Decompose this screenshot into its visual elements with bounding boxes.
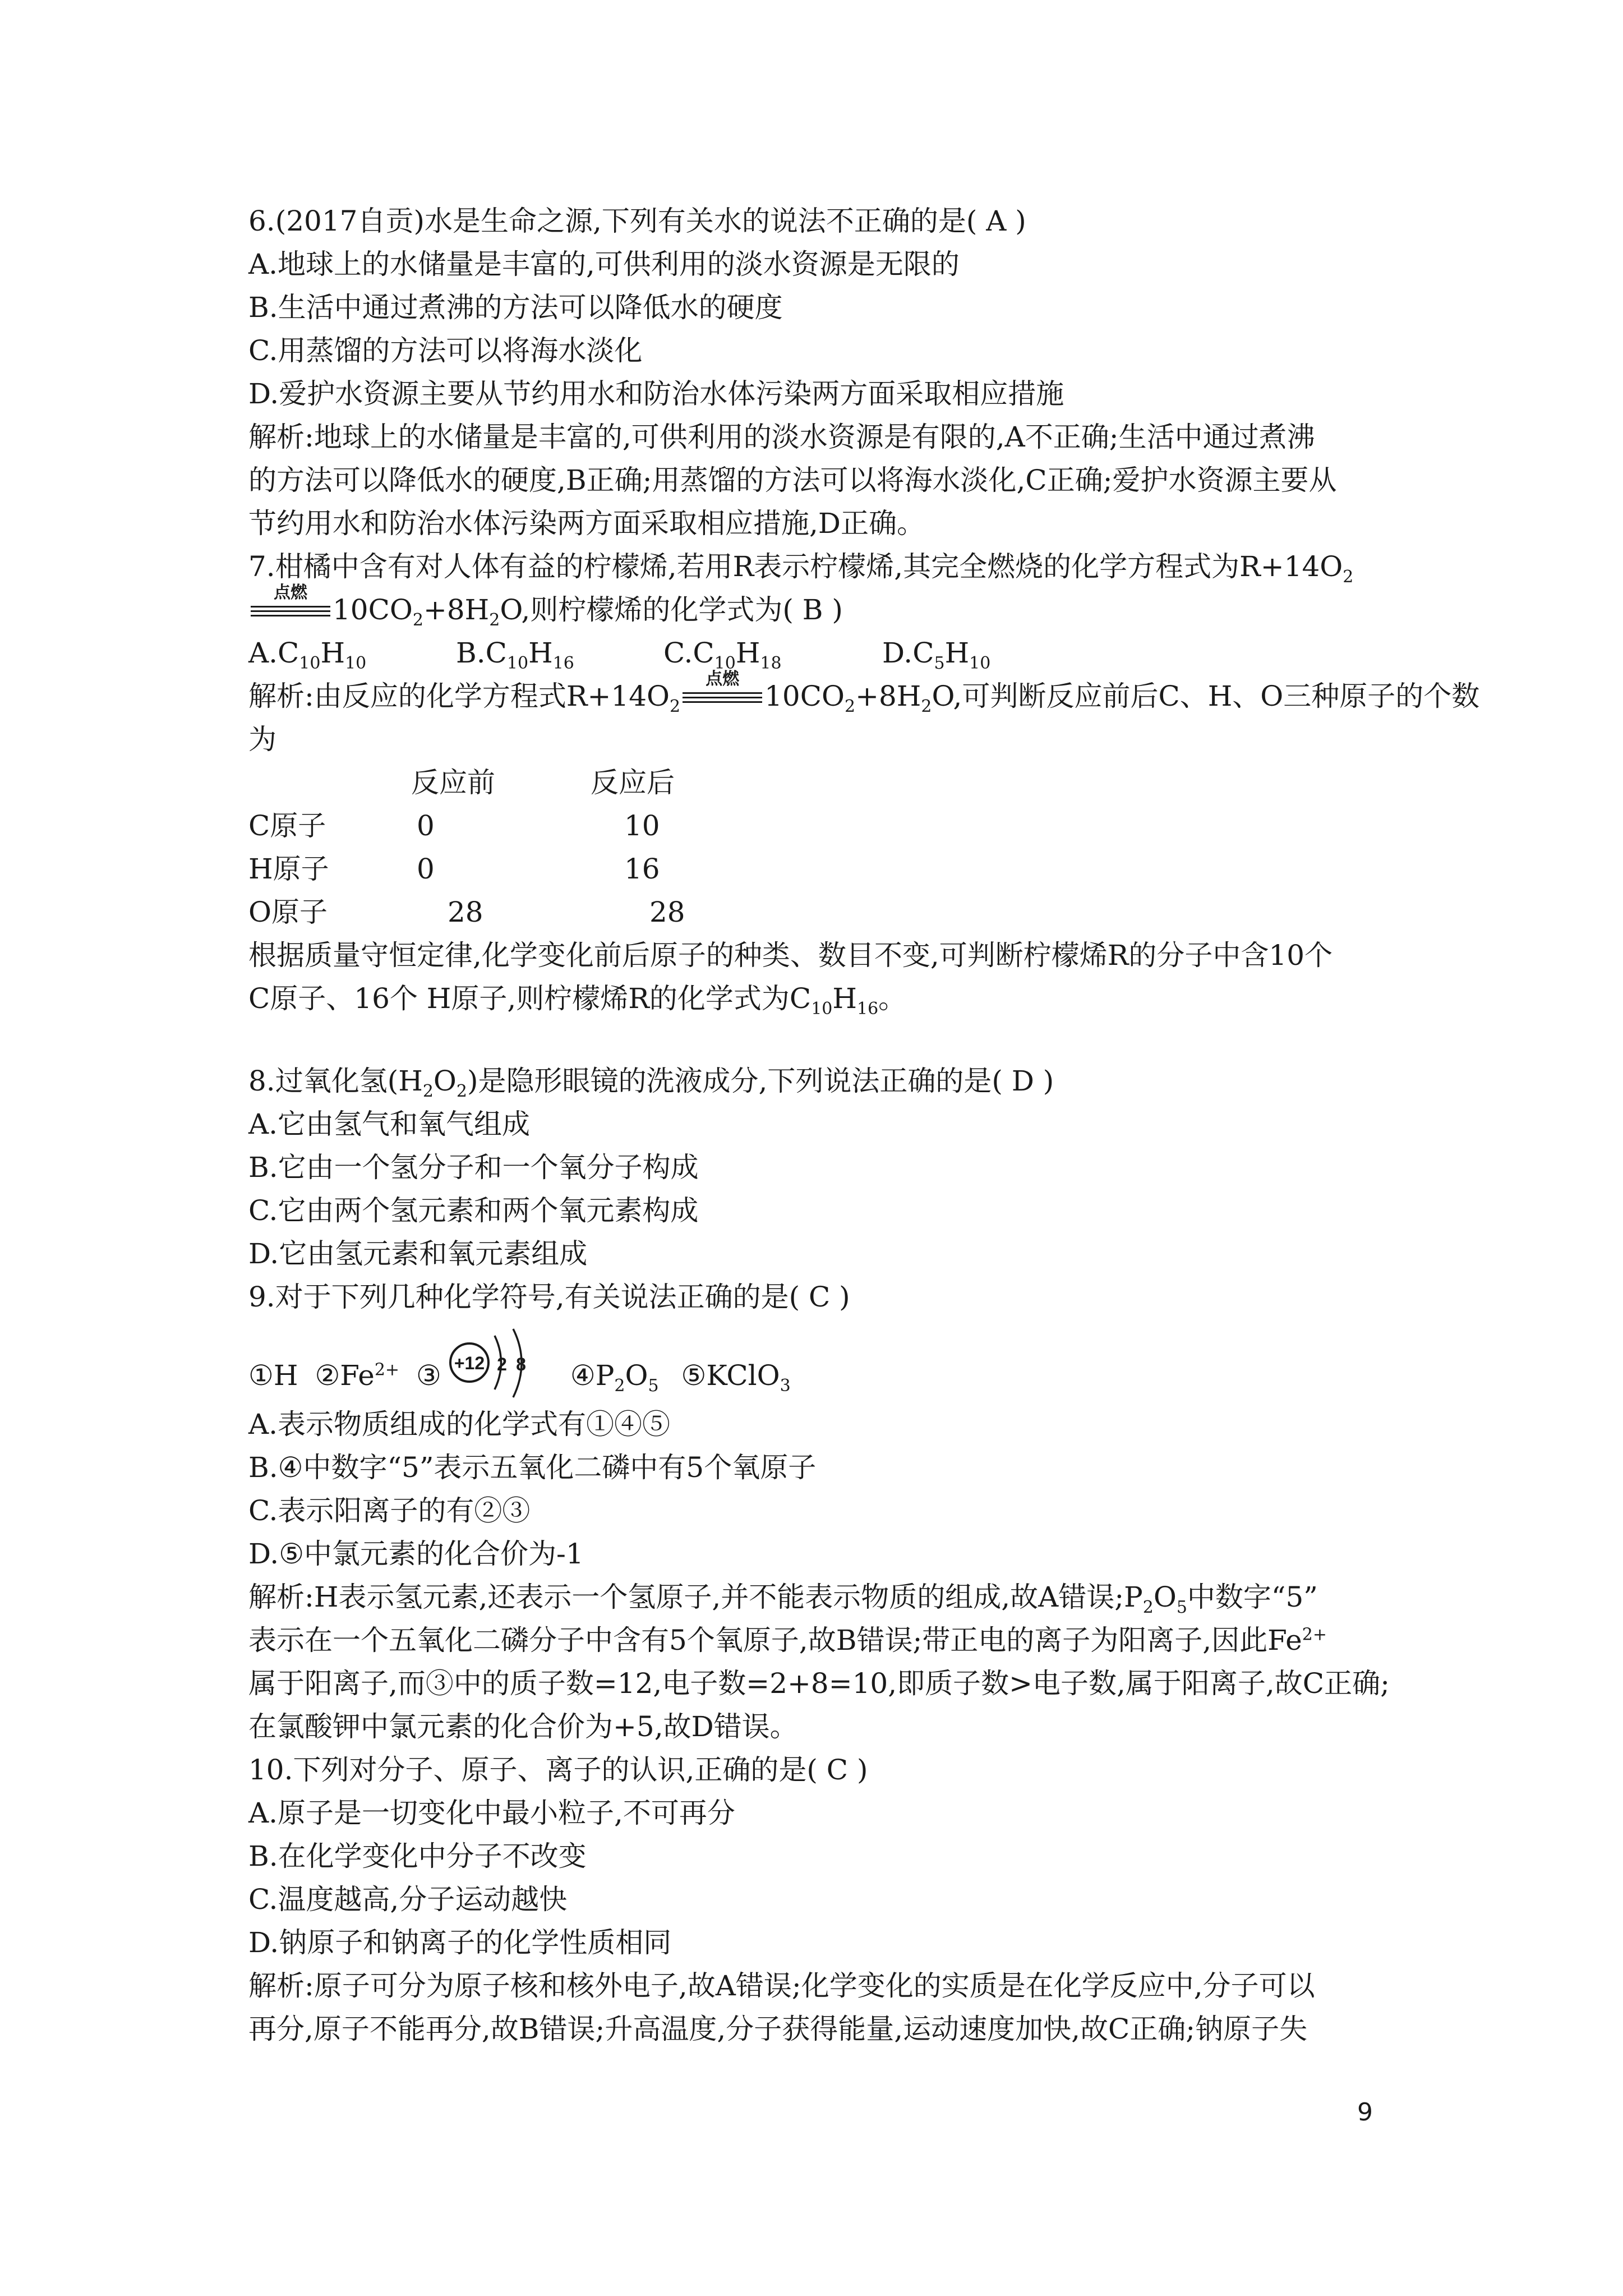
q7-option-c: $C.C_{10}H_{18}$ xyxy=(663,637,782,673)
table-header-empty xyxy=(248,761,383,804)
page-number: 9 xyxy=(1357,2098,1373,2127)
q7-stem-line2 xyxy=(248,583,1393,632)
q6-option-d: D.爱护水资源主要从节约用水和防治水体污染两方面采取相应措施 xyxy=(248,378,1064,410)
q9-option-a: A.表示物质组成的化学式有①④⑤ xyxy=(248,1408,671,1441)
q9-analysis-line4: 在氯酸钾中氯元素的化合价为+5,故D错误。 xyxy=(248,1710,798,1743)
q8-option-c: C.它由两个氢元素和两个氧元素构成 xyxy=(248,1194,699,1227)
q7-analysis-line1: 解析:由反应的化学方程式$R+14O_2$ 点燃 $10CO_2+8H_2O$,可判断反应前后C、H、O三种原子的个数 xyxy=(248,669,1480,716)
q6-analysis-line: 节约用水和防治水体污染两方面采取相应措施,D正确。 xyxy=(248,507,925,540)
q7-stem-text: 7.柑橘中含有对人体有益的柠檬烯,若用R表示柠檬烯,其完全燃烧的化学方程式为R+14O xyxy=(248,550,1343,583)
symbol-2: $②Fe^{2+}$ xyxy=(315,1359,400,1392)
q9-option-b: B.④中数字“5”表示五氧化二磷中有5个氧原子 xyxy=(248,1451,817,1484)
q8-option-a: A.它由氢气和氧气组成 xyxy=(248,1108,531,1140)
q7-option-b: $B.C_{10}H_{16}$ xyxy=(456,637,574,673)
q7-option-d: $D.C_5H_{10}$ xyxy=(882,637,991,673)
symbol-3-label: ③ xyxy=(416,1359,441,1392)
q6-analysis-line: 的方法可以降低水的硬度,B正确;用蒸馏的方法可以将海水淡化,C正确;爱护水资源主要从 xyxy=(248,464,1337,496)
atom-structure-diagram xyxy=(441,1319,570,1403)
q7-options-row xyxy=(248,632,1393,675)
nucleus-charge-label: +12 xyxy=(454,1353,485,1373)
table-cell: 10 xyxy=(624,809,660,842)
shell-1-electrons: 2 xyxy=(496,1354,507,1374)
q10-option-b: B.在化学变化中分子不改变 xyxy=(248,1840,587,1872)
table-cell: 28 xyxy=(448,896,483,928)
table-cell: 16 xyxy=(624,853,660,885)
subscript: 2 xyxy=(412,610,423,630)
q7-stem-text: O,则柠檬烯的化学式为( B ) xyxy=(500,593,843,626)
page-content xyxy=(248,200,1480,2051)
formula-part: +8H xyxy=(423,593,490,626)
shell-2-electrons: 8 xyxy=(515,1354,526,1374)
reaction-condition-label: 点燃 xyxy=(274,583,307,602)
q9-option-d: D.⑤中氯元素的化合价为-1 xyxy=(248,1538,584,1570)
table-row-label: O原子 xyxy=(248,896,328,928)
table-header: 反应前 xyxy=(411,766,495,799)
q7-conclusion-line2: C原子、16个 H原子,则柠檬烯R的化学式为$C_{10}H_{16}$。 xyxy=(248,982,907,1019)
atom-structure-svg xyxy=(441,1319,570,1403)
table-cell: 0 xyxy=(417,853,435,885)
subscript: 2 xyxy=(489,610,500,630)
q7-option-a: $A.C_{10}H_{10}$ xyxy=(248,637,367,673)
table-header: 反应后 xyxy=(591,766,675,799)
table-row-label: C原子 xyxy=(248,809,326,842)
q10-stem: 10.下列对分子、原子、离子的认识,正确的是( C ) xyxy=(248,1754,868,1786)
subscript: 2 xyxy=(1343,567,1354,587)
q7-analysis-line2: 为 xyxy=(248,723,276,756)
q9-symbols-row xyxy=(248,1319,1393,1403)
q6-analysis-line: 解析:地球上的水储量是丰富的,可供利用的淡水资源是有限的,A不正确;生活中通过煮沸 xyxy=(248,421,1315,453)
q8-option-b: B.它由一个氢分子和一个氧分子构成 xyxy=(248,1151,699,1184)
q10-analysis-line: 解析:原子可分为原子核和核外电子,故A错误;化学变化的实质是在化学反应中,分子可以 xyxy=(248,1970,1315,2002)
table-row-label: H原子 xyxy=(248,853,329,885)
q6-option-c: C.用蒸馏的方法可以将海水淡化 xyxy=(248,334,643,367)
q9-stem: 9.对于下列几种化学符号,有关说法正确的是( C ) xyxy=(248,1281,850,1313)
q10-option-a: A.原子是一切变化中最小粒子,不可再分 xyxy=(248,1797,735,1829)
q10-option-d: D.钠原子和钠离子的化学性质相同 xyxy=(248,1926,672,1959)
q8-stem: 8.过氧化氢$(H_2O_2)$是隐形眼镜的洗液成分,下列说法正确的是( D ) xyxy=(248,1065,1054,1101)
reaction-condition-arrow: 点燃 xyxy=(680,680,764,708)
q7-stem-line1 xyxy=(248,545,1393,588)
q9-analysis-line1: 解析:H表示氢元素,还表示一个氢原子,并不能表示物质的组成,故A错误$;P_2O_5$中数字“5” xyxy=(248,1581,1318,1617)
q10-analysis-line: 再分,原子不能再分,故B错误;升高温度,分子获得能量,运动速度加快,故C正确;钠原子失 xyxy=(248,2013,1308,2045)
q8-option-d: D.它由氢元素和氧元素组成 xyxy=(248,1237,588,1270)
q6-option-b: B.生活中通过煮沸的方法可以降低水的硬度 xyxy=(248,291,783,324)
q10-option-c: C.温度越高,分子运动越快 xyxy=(248,1883,568,1916)
spacer xyxy=(248,1020,1393,1060)
reaction-condition-arrow xyxy=(248,583,333,622)
symbol-5: ⑤KClO$_3$ xyxy=(681,1359,791,1396)
q6-option-a: A.地球上的水储量是丰富的,可供利用的淡水资源是无限的 xyxy=(248,248,960,280)
q7-conclusion-line1: 根据质量守恒定律,化学变化前后原子的种类、数目不变,可判断柠檬烯R的分子中含10个 xyxy=(248,939,1333,972)
q9-analysis-line3: 属于阳离子,而③中的质子数=12,电子数=2+8=10,即质子数>电子数,属于阳离子,故C正确; xyxy=(248,1667,1390,1700)
q9-analysis-line2: 表示在一个五氧化二磷分子中含有5个氧原子,故B错误;带正电的离子为阳离子,因此$Fe^{2+}$ xyxy=(248,1624,1327,1657)
q9-option-c: C.表示阳离子的有②③ xyxy=(248,1494,531,1527)
table-cell: 0 xyxy=(417,809,435,842)
q6-stem: 6.(2017自贡)水是生命之源,下列有关水的说法不正确的是( A ) xyxy=(248,205,1026,237)
symbol-4: $④P_2O_5$ xyxy=(570,1359,659,1396)
table-cell: 28 xyxy=(649,896,685,928)
formula-part: 10CO xyxy=(333,593,413,626)
atom-count-table xyxy=(248,761,1393,934)
symbol-1: ①H xyxy=(248,1359,298,1392)
